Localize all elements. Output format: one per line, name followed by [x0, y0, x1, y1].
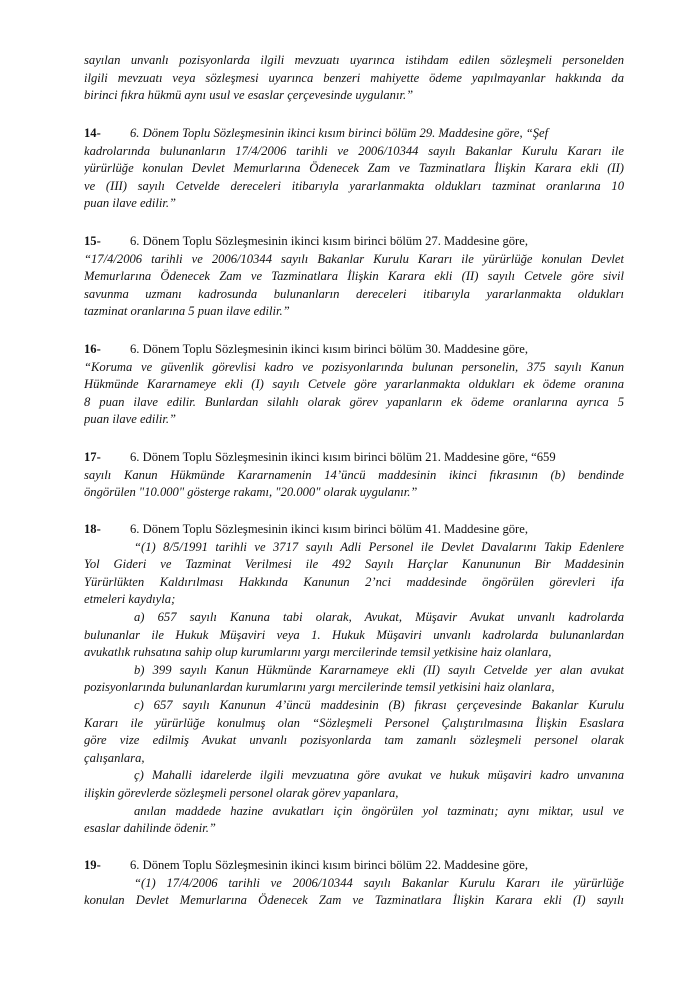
- text-line: çalışanlara,: [84, 750, 145, 765]
- item-15: [84, 233, 624, 321]
- text-line: yürürlüğe konulan Devlet Memurlarına Ödenecek Zam ve Tazminatlara İlişkin Karara ekli (II): [84, 161, 624, 176]
- text-line: öngörülen "10.000" gösterge rakamı, "20.000" olarak uygulanır.”: [84, 485, 418, 500]
- text-line: avukatlık ruhsatına sahip olup kurumlarını yargı mercilerinde temsil yetkisine haiz olanlara,: [84, 645, 552, 660]
- text-line: Yürürlükten Kaldırılması Hakkında Kanunun 2’nci maddesinde öngörülen görevleri ifa: [84, 574, 624, 589]
- text-line: “(1) 8/5/1991 tarihli ve 3717 sayılı Adli Personel ile Devlet Davalarını Takip Edenlere: [134, 539, 624, 554]
- item-19: [84, 857, 624, 910]
- text-line: tazminat oranlarına 5 puan ilave edilir.”: [84, 304, 290, 319]
- text-line: puan ilave edilir.”: [84, 412, 176, 427]
- text-line: ilişkin görevlerde sözleşmeli personel olarak görev yapanlara,: [84, 785, 399, 800]
- text-line: Hükmünde Kararnameye ekli (I) sayılı Cetvele göre yararlanmakta oldukları ek ödeme oranına: [84, 377, 624, 392]
- item-lead-text: 6. Dönem Toplu Sözleşmesinin ikinci kısım birinci bölüm 27. Maddesine göre,: [130, 234, 528, 248]
- text-line: Yol Gideri ve Tazminat Verilmesi ile 492 Sayılı Harçlar Kanununun Bir Maddesinin: [84, 557, 624, 572]
- item-lead: [84, 521, 624, 539]
- item-number: 17-: [84, 450, 101, 464]
- item-number: 16-: [84, 342, 101, 356]
- text-line: b) 399 sayılı Kanun Hükmünde Kararnameye ekli (II) sayılı Cetvelde yer alan avukat: [134, 662, 624, 677]
- item-17: [84, 449, 624, 502]
- text-line: “(1) 17/4/2006 tarihli ve 2006/10344 sayılı Bakanlar Kurulu Kararı ile yürürlüğe: [134, 875, 624, 890]
- item-16: [84, 341, 624, 429]
- item-lead: [84, 857, 624, 875]
- item-lead-text: 6. Dönem Toplu Sözleşmesinin ikinci kısım birinci bölüm 21. Maddesine göre, “659: [130, 450, 556, 464]
- text-line: bulunanlar ile Hukuk Müşaviri veya 1. Hukuk Müşaviri unvanlı kadrolarda bulunanlardan: [84, 627, 624, 642]
- item-lead: [84, 125, 624, 143]
- text-line: c) 657 sayılı Kanunun 4’üncü maddesinin (B) fıkrası çerçevesinde Bakanlar Kurulu: [134, 697, 624, 712]
- item-lead: [84, 449, 624, 467]
- item-lead: [84, 233, 624, 251]
- item-lead-text: 6. Dönem Toplu Sözleşmesinin ikinci kısım birinci bölüm 22. Maddesine göre,: [130, 858, 528, 872]
- text-line: “Koruma ve güvenlik görevlisi kadro ve pozisyonlarında bulunan personelin, 375 sayılı Kanun: [84, 359, 624, 374]
- item-lead-text: 6. Dönem Toplu Sözleşmesinin ikinci kısım birinci bölüm 29. Maddesine göre, “Şef: [130, 126, 549, 140]
- item-number: 14-: [84, 126, 101, 140]
- text-line: kadrolarında bulunanların 17/4/2006 tarihli ve 2006/10344 sayılı Bakanlar Kurulu Kararı ile: [84, 143, 624, 158]
- text-line: konulan Devlet Memurlarına Ödenecek Zam ve Tazminatlara İlişkin Karara ekli (I) sayılı: [84, 893, 624, 908]
- item-lead-text: 6. Dönem Toplu Sözleşmesinin ikinci kısım birinci bölüm 30. Maddesine göre,: [130, 342, 528, 356]
- text-line: a) 657 sayılı Kanuna tabi olarak, Avukat, Müşavir Avukat unvanlı kadrolarda: [134, 609, 624, 624]
- text-line: göre vize edilmiş Avukat unvanlı pozisyonlarda tam zamanlı sözleşmeli personel olarak: [84, 733, 624, 748]
- item-number: 15-: [84, 234, 101, 248]
- item-18: [84, 521, 624, 838]
- text-line: savunma uzmanı kadrosunda bulunanların dereceleri itibarıyla yararlanmakta oldukları: [84, 286, 624, 301]
- item-number: 18-: [84, 522, 101, 536]
- intro-paragraph: [84, 52, 624, 105]
- text-line: Kararı ile yürürlüğe konulmuş olan “Sözleşmeli Personel Çalıştırılmasına İlişkin Esaslara: [84, 715, 624, 730]
- text-line: sayılı Kanun Hükmünde Kararnamenin 14’üncü maddesinin ikinci fıkrasının (b) bendinde: [84, 467, 624, 482]
- text-line: etmeleri kaydıyla;: [84, 592, 176, 607]
- text-line: sayılan unvanlı pozisyonlarda ilgili mevzuatı uyarınca istihdam edilen sözleşmeli personelden: [84, 53, 624, 67]
- text-line: Memurlarına Ödenecek Zam ve Tazminatlara İlişkin Karara ekli (II) sayılı Cetvele göre sivil: [84, 269, 624, 284]
- text-line: ve (III) sayılı Cetvelde dereceleri itibarıyla yararlanmakta oldukları tazminat oranlarına 10: [84, 178, 624, 193]
- text-line: puan ilave edilir.”: [84, 196, 176, 211]
- item-lead-text: 6. Dönem Toplu Sözleşmesinin ikinci kısım birinci bölüm 41. Maddesine göre,: [130, 522, 528, 536]
- text-line: “17/4/2006 tarihli ve 2006/10344 sayılı Bakanlar Kurulu Kararı ile yürürlüğe konulan Devlet: [84, 251, 624, 266]
- text-line: birinci fıkra hükmü aynı usul ve esaslar çerçevesinde uygulanır.”: [84, 88, 414, 103]
- text-line: anılan maddede hazine avukatları için öngörülen yol tazminatı; aynı miktar, usul ve: [134, 803, 624, 818]
- item-lead: [84, 341, 624, 359]
- text-line: pozisyonlarında bulunanlardan kurumlarını yargı mercilerinde temsil yetkisini haiz olanlara,: [84, 680, 555, 695]
- item-number: 19-: [84, 858, 101, 872]
- text-line: ilgili mevzuatı veya sözleşmesi uyarınca benzeri mahiyette ödeme yapılmayanlar hakkında da: [84, 70, 624, 85]
- text-line: esaslar dahilinde ödenir.”: [84, 821, 216, 836]
- item-14: [84, 125, 624, 213]
- text-line: 8 puan ilave edilir. Bunlardan silahlı olarak görev yapanların ek ödeme oranlarına ayrıca 5: [84, 394, 624, 409]
- text-line: ç) Mahalli idarelerde ilgili mevzuatına göre avukat ve hukuk müşaviri kadro unvanına: [134, 768, 624, 783]
